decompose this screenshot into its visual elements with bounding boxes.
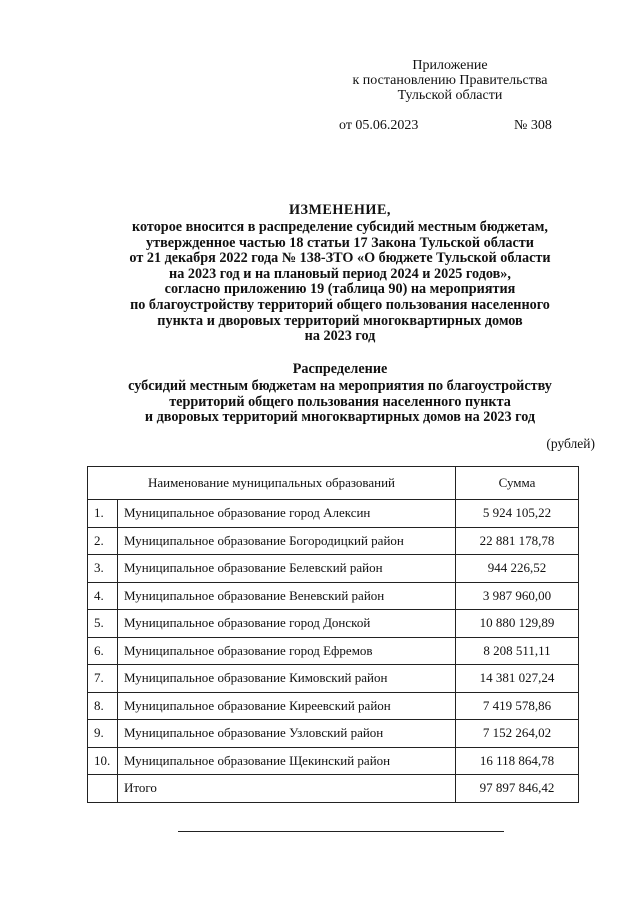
row-sum: 5 924 105,22 <box>456 500 579 528</box>
total-row <box>88 775 579 803</box>
row-name: Муниципальное образование Киреевский район <box>118 692 456 720</box>
row-number: 5. <box>88 610 118 638</box>
appendix-block <box>330 58 570 103</box>
row-number: 2. <box>88 527 118 555</box>
subsidy-table <box>87 466 579 803</box>
row-sum: 3 987 960,00 <box>456 582 579 610</box>
footer-divider <box>178 831 504 832</box>
table-row <box>88 637 579 665</box>
row-sum: 7 419 578,86 <box>456 692 579 720</box>
row-number: 1. <box>88 500 118 528</box>
row-number: 8. <box>88 692 118 720</box>
total-sum: 97 897 846,42 <box>456 775 579 803</box>
table-row <box>88 527 579 555</box>
row-name: Муниципальное образование Кимовский район <box>118 665 456 693</box>
header-name: Наименование муниципальных образований <box>88 467 456 500</box>
distribution-line: территорий общего пользования населенного пункта <box>169 393 511 410</box>
amendment-line: которое вносится в распределение субсидий местным бюджетам, <box>132 219 548 235</box>
table-row <box>88 665 579 693</box>
row-sum: 10 880 129,89 <box>456 610 579 638</box>
row-number: 4. <box>88 582 118 610</box>
row-sum: 22 881 178,78 <box>456 527 579 555</box>
currency-unit: (рублей) <box>546 436 595 451</box>
row-sum: 14 381 027,24 <box>456 665 579 693</box>
amendment-line: утвержденное частью 18 статьи 17 Закона Тульской области <box>146 234 534 251</box>
row-sum: 16 118 864,78 <box>456 747 579 775</box>
row-name: Муниципальное образование Узловский район <box>118 720 456 748</box>
distribution-line: субсидий местным бюджетам на мероприятия по благоустройству <box>128 378 552 394</box>
row-name: Муниципальное образование Веневский район <box>118 582 456 610</box>
amendment-line: согласно приложению 19 (таблица 90) на мероприятия <box>164 281 516 298</box>
row-name: Муниципальное образование Белевский район <box>118 555 456 583</box>
amendment-title: ИЗМЕНЕНИЕ, <box>289 202 391 218</box>
row-sum: 944 226,52 <box>456 555 579 583</box>
header-sum: Сумма <box>456 467 579 500</box>
table-row <box>88 720 579 748</box>
row-number: 10. <box>88 747 118 775</box>
amendment-line: пункта и дворовых территорий многоквартирных домов <box>157 312 523 329</box>
total-number-cell <box>88 775 118 803</box>
table-row <box>88 610 579 638</box>
distribution-line: и дворовых территорий многоквартирных домов на 2023 год <box>144 409 536 426</box>
distribution-title: Распределение <box>292 361 388 377</box>
resolution-date: от 05.06.2023 <box>339 118 419 133</box>
row-name: Муниципальное образование город Донской <box>118 610 456 638</box>
amendment-line: от 21 декабря 2022 года № 138-ЗТО «О бюджете Тульской области <box>129 250 551 267</box>
table-row <box>88 582 579 610</box>
row-name: Муниципальное образование Щекинский район <box>118 747 456 775</box>
row-number: 6. <box>88 637 118 665</box>
amendment-line: по благоустройству территорий общего пользования населенного <box>130 296 550 313</box>
total-label: Итого <box>118 775 456 803</box>
row-number: 7. <box>88 665 118 693</box>
appendix-line: Тульской области <box>397 88 503 103</box>
table-row <box>88 555 579 583</box>
amendment-line: на 2023 год и на плановый период 2024 и 2025 годов», <box>169 265 511 282</box>
row-sum: 8 208 511,11 <box>456 637 579 665</box>
row-name: Муниципальное образование Богородицкий район <box>118 527 456 555</box>
resolution-number: № 308 <box>514 118 552 133</box>
table-row <box>88 747 579 775</box>
distribution-description <box>90 379 590 426</box>
amendment-line: на 2023 год <box>304 328 376 345</box>
appendix-line: Приложение <box>412 58 488 73</box>
row-name: Муниципальное образование город Алексин <box>118 500 456 528</box>
row-number: 3. <box>88 555 118 583</box>
amendment-description <box>90 220 590 345</box>
table-row <box>88 500 579 528</box>
appendix-line: к постановлению Правительства <box>352 73 548 88</box>
row-name: Муниципальное образование город Ефремов <box>118 637 456 665</box>
row-sum: 7 152 264,02 <box>456 720 579 748</box>
row-number: 9. <box>88 720 118 748</box>
table-row <box>88 692 579 720</box>
table-header-row <box>88 467 579 500</box>
